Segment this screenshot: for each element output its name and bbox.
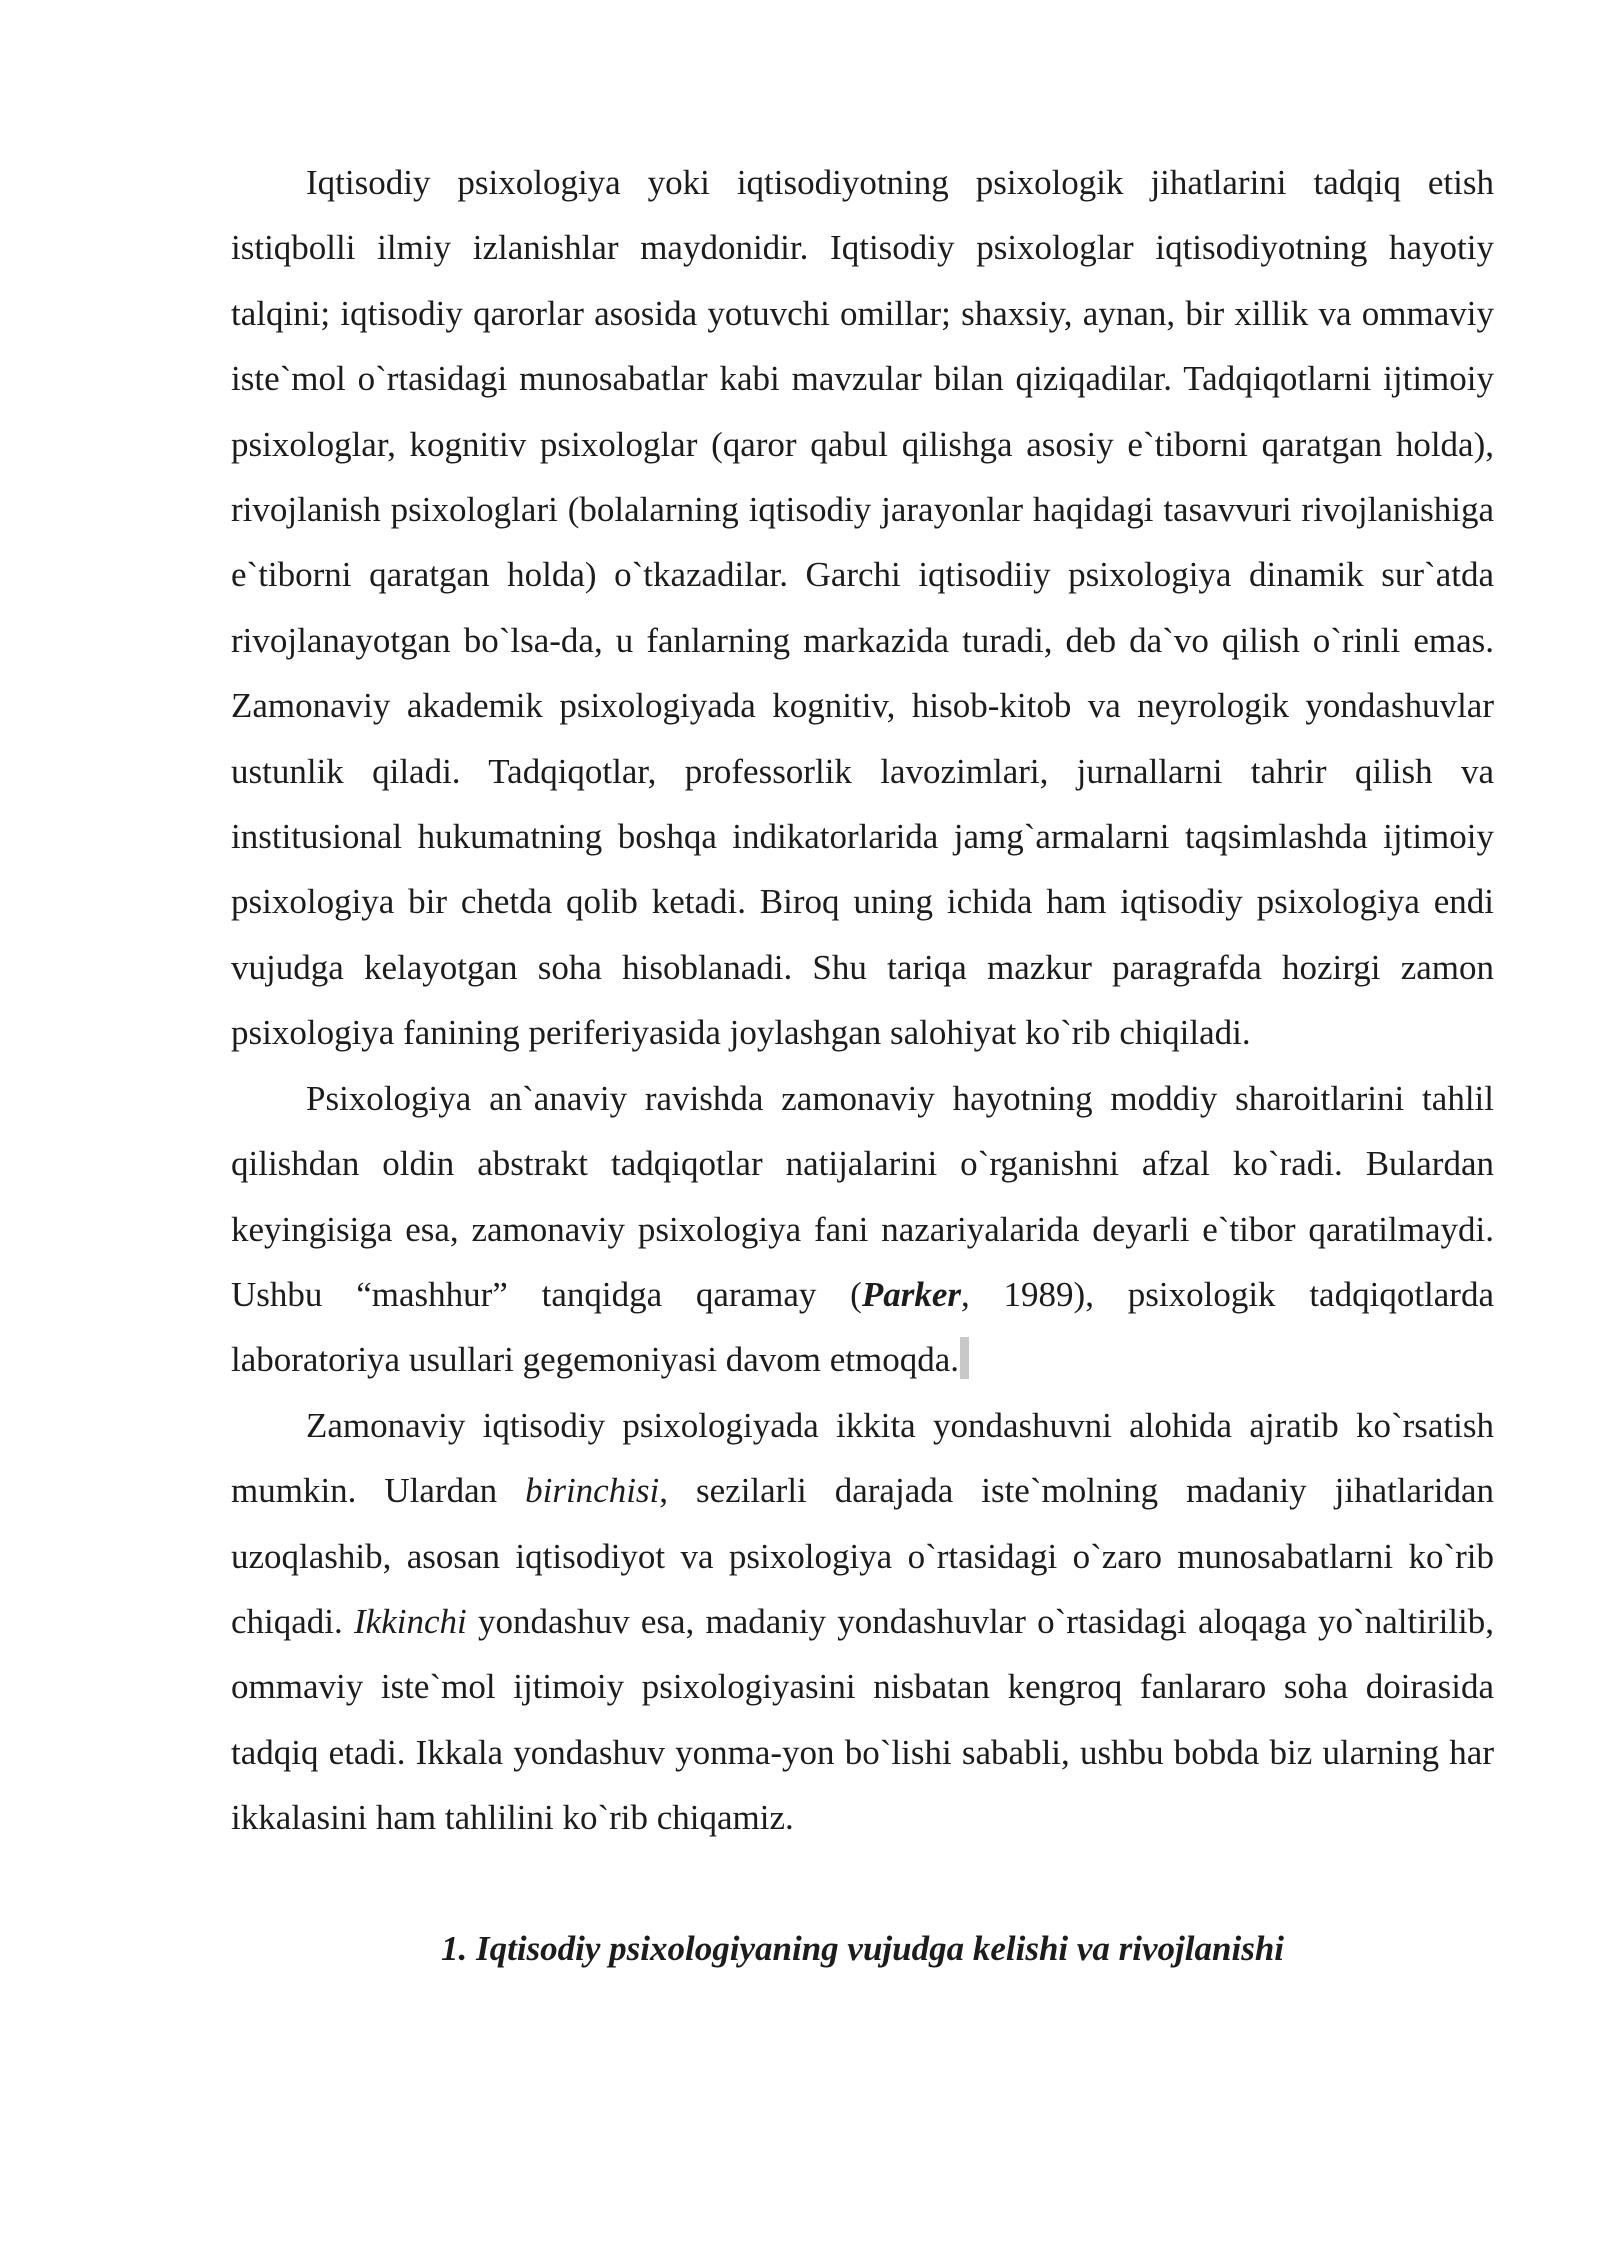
- citation-author: Parker: [861, 1274, 961, 1314]
- paragraph-laboratory-methods: [231, 1066, 1494, 1393]
- paragraph-two-approaches: [231, 1393, 1494, 1851]
- paragraph-text: yondashuv esa, madaniy yondashuvlar o`rtasidagi aloqaga yo`naltirilib, ommaviy iste`mol ijtimoiy psixologiyasini nisbatan kengroq fanlararo soha doirasida tadqiq etadi. Ikkala yondashuv yonma-yon bo`lishi sababli, ushbu bobda biz ularning har ikkalasini ham tahlilini ko`rib chiqamiz.: [231, 1601, 1494, 1838]
- emphasis-second: Ikkinchi: [354, 1601, 467, 1641]
- paragraph-text: Psixologiya an`anaviy ravishda zamonaviy hayotning moddiy sharoitlarini tahlil qilishdan oldin abstrakt tadqiqotlar natijalarini o`rganishni afzal ko`radi. Bulardan keyingisiga esa, zamonaviy psixologiya fani nazariyalarida deyarli e`tibor qaratilmaydi. Ushbu “mashhur” tanqidga qaramay (: [231, 1078, 1494, 1314]
- paragraph-text: Zamonaviy iqtisodiy psixologiyada ikkita yondashuvni alohida ajratib ko`rsatish mumkin. Ulardan: [231, 1405, 1494, 1511]
- emphasis-first: birinchisi: [525, 1471, 660, 1511]
- paragraph-text: , 1989), psixologik tadqiqotlarda laboratoriya usullari gegemoniyasi davom etmoqda.: [231, 1274, 1494, 1380]
- paragraph-text: , sezilarli darajada iste`molning madaniy jihatlaridan uzoqlashib, asosan iqtisodiyot va psixologiya o`rtasidagi o`zaro munosabatlarni ko`rib chiqadi.: [231, 1471, 1494, 1641]
- text-cursor: [960, 1337, 969, 1379]
- section-heading: 1. Iqtisodiy psixologiyaning vujudga kelishi va rivojlanishi: [440, 1928, 1285, 1968]
- paragraph-intro: Iqtisodiy psixologiya yoki iqtisodiyotning psixologik jihatlarini tadqiq etish istiqbolli ilmiy izlanishlar maydonidir. Iqtisodiy psixologlar iqtisodiyotning hayotiy talqini; iqtisodiy qarorlar asosida yotuvchi omillar; shaxsiy, aynan, bir xillik va ommaviy iste`mol o`rtasidagi munosabatlar kabi mavzular bilan qiziqadilar. Tadqiqotlarni ijtimoiy psixologlar, kognitiv psixologlar (qaror qabul qilishga asosiy e`tiborni qaratgan holda), rivojlanish psixologlari (bolalarning iqtisodiy jarayonlar haqidagi tasavvuri rivojlanishiga e`tiborni qaratgan holda) o`tkazadilar. Garchi iqtisodiiy psixologiya dinamik sur`atda rivojlanayotgan bo`lsa-da, u fanlarning markazida turadi, deb da`vo qilish o`rinli emas. Zamonaviy akademik psixologiyada kognitiv, hisob-kitob va neyrologik yondashuvlar ustunlik qiladi. Tadqiqotlar, professorlik lavozimlari, jurnallarni tahrir qilish va institusional hukumatning boshqa indikatorlarida jamg`armalarni taqsimlashda ijtimoiy psixologiya bir chetda qolib ketadi. Biroq uning ichida ham iqtisodiy psixologiya endi vujudga kelayotgan soha hisoblanadi. Shu tariqa mazkur paragrafda hozirgi zamon psixologiya fanining periferiyasida joylashgan salohiyat ko`rib chiqiladi.: [231, 163, 1494, 1053]
- document-page: [231, 150, 1494, 1974]
